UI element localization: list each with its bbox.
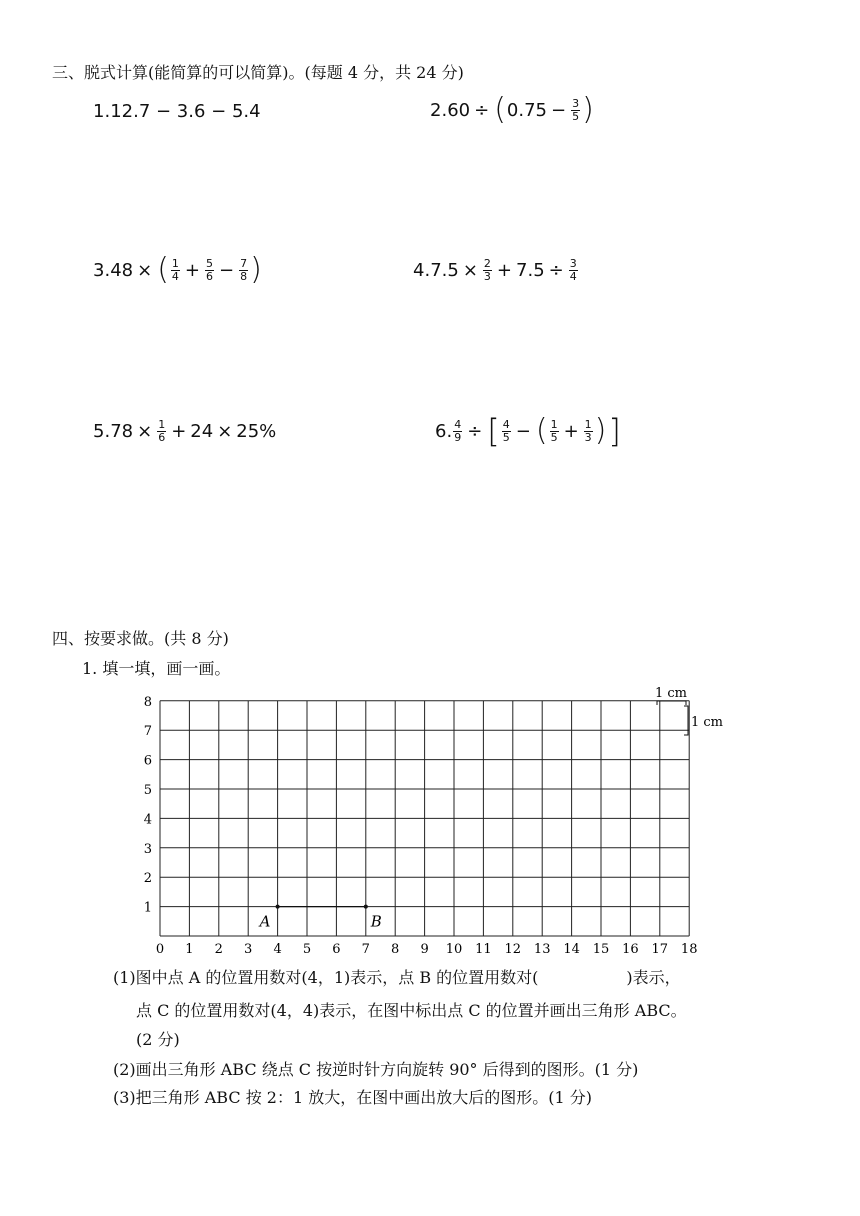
fraction: $\frac{4}{5}$ (502, 417, 510, 444)
minus-sign: − (219, 259, 235, 281)
plus-sign: + (171, 420, 187, 442)
x-axis-labels (156, 942, 698, 957)
question-3: (3)把三角形 ABC 按 2：1 放大，在图中画出放大后的图形。(1 分) (113, 1088, 592, 1107)
left-paren: ( (535, 413, 548, 448)
fraction: $\frac{3}{5}$ (572, 96, 580, 123)
divide-sign: ÷ (548, 259, 564, 281)
subquestion-1-title: 1. 填一填，画一画。 (82, 659, 231, 678)
fraction: $\frac{3}{4}$ (569, 256, 577, 283)
x-tick-label: 10 (445, 942, 463, 957)
problem-3-label: 3. (93, 259, 111, 281)
problem-1-label: 1. (93, 100, 111, 122)
y-tick-label: 7 (143, 724, 152, 740)
y-tick-label: 5 (143, 783, 152, 798)
problem-3-factor: 48 (110, 259, 134, 281)
scale-label-vertical: 1 cm (691, 715, 724, 730)
fraction: $\frac{1}{3}$ (584, 417, 592, 444)
y-tick-label: 3 (143, 841, 152, 857)
x-tick-label: 8 (391, 942, 400, 957)
right-bracket: ] (608, 412, 621, 450)
x-tick-label: 2 (214, 942, 223, 957)
x-tick-label: 16 (622, 942, 639, 957)
x-tick-label: 14 (563, 942, 580, 957)
grid-lines (160, 701, 689, 936)
question-1-line-2: 点 C 的位置用数对(4，4)表示，在图中标出点 C 的位置并画出三角形 ABC。 (136, 1001, 687, 1020)
problem-2-dividend: 60 (447, 99, 471, 121)
x-tick-label: 13 (533, 942, 551, 957)
left-bracket: [ (487, 412, 500, 450)
fraction: $\frac{5}{6}$ (206, 256, 213, 283)
x-tick-label: 3 (244, 942, 253, 957)
fraction: $\frac{1}{6}$ (158, 417, 166, 444)
y-tick-label: 4 (143, 812, 152, 828)
section-3-title: 三、脱式计算(能简算的可以简算)。(每题 4 分，共 24 分) (52, 63, 464, 82)
right-paren: ) (582, 92, 594, 127)
plus-sign: + (563, 420, 579, 442)
left-paren: ( (494, 92, 506, 127)
scale-bracket-horizontal (657, 701, 686, 705)
point-b-label: B (370, 912, 382, 931)
problem-6-label: 6. (435, 420, 453, 442)
x-tick-label: 11 (475, 942, 492, 957)
minus-sign: − (515, 420, 531, 442)
problem-5-factor-2: 24 (190, 420, 214, 442)
point-a (276, 905, 280, 909)
times-sign: × (217, 420, 233, 442)
section-4-title: 四、按要求做。(共 8 分) (52, 629, 229, 648)
divide-sign: ÷ (474, 99, 490, 121)
right-paren: ) (250, 252, 262, 287)
times-sign: × (462, 259, 478, 281)
right-paren: ) (594, 413, 607, 448)
problem-4-dividend: 7.5 (516, 259, 545, 281)
times-sign: × (137, 259, 153, 281)
question-1-text-b: )表示， (626, 968, 681, 987)
divide-sign: ÷ (467, 420, 483, 442)
fraction: $\frac{7}{8}$ (240, 256, 248, 283)
scale-label-horizontal: 1 cm (655, 686, 688, 701)
problem-5-label: 5. (93, 420, 111, 442)
problem-2-decimal: 0.75 (506, 99, 547, 121)
y-tick-label: 2 (143, 871, 152, 887)
plus-sign: + (184, 259, 200, 281)
y-tick-label: 8 (143, 694, 152, 710)
point-a-label: A (259, 912, 271, 931)
minus-sign: − (550, 99, 567, 121)
x-tick-label: 18 (680, 942, 698, 957)
x-tick-label: 0 (155, 942, 165, 957)
problem-1-expression: 12.7 − 3.6 − 5.4 (110, 100, 261, 122)
x-tick-label: 5 (302, 942, 312, 957)
times-sign: × (137, 420, 153, 442)
problem-2-label: 2. (430, 99, 448, 121)
plus-sign: + (496, 259, 513, 281)
x-tick-label: 6 (332, 942, 341, 957)
fraction: $\frac{1}{5}$ (550, 417, 558, 444)
fraction: $\frac{1}{4}$ (171, 256, 179, 283)
problem-5-factor: 78 (110, 420, 134, 442)
x-tick-label: 17 (651, 942, 669, 957)
y-tick-label: 1 (143, 900, 152, 916)
y-tick-label: 6 (143, 753, 152, 769)
x-tick-label: 12 (504, 942, 522, 957)
problem-4-label: 4. (413, 259, 431, 281)
point-b (364, 905, 368, 909)
fraction: $\frac{4}{9}$ (454, 417, 462, 444)
x-tick-label: 1 (185, 942, 194, 957)
problem-4-factor: 7.5 (430, 259, 459, 281)
x-tick-label: 7 (361, 942, 370, 957)
question-2: (2)画出三角形 ABC 绕点 C 按逆时针方向旋转 90° 后得到的图形。(1 分) (113, 1060, 639, 1079)
question-1-text-a: (1)图中点 A 的位置用数对(4，1)表示，点 B 的位置用数对( (113, 968, 539, 987)
x-tick-label: 4 (273, 942, 282, 957)
left-paren: ( (157, 252, 169, 287)
x-tick-label: 15 (592, 942, 610, 957)
x-tick-label: 9 (420, 942, 429, 957)
fraction: $\frac{2}{3}$ (483, 256, 491, 283)
y-axis-labels (144, 695, 152, 916)
question-1-points: (2 分) (136, 1030, 180, 1049)
question-1-line-1 (113, 966, 681, 990)
problem-5-percent: 25% (236, 420, 277, 442)
